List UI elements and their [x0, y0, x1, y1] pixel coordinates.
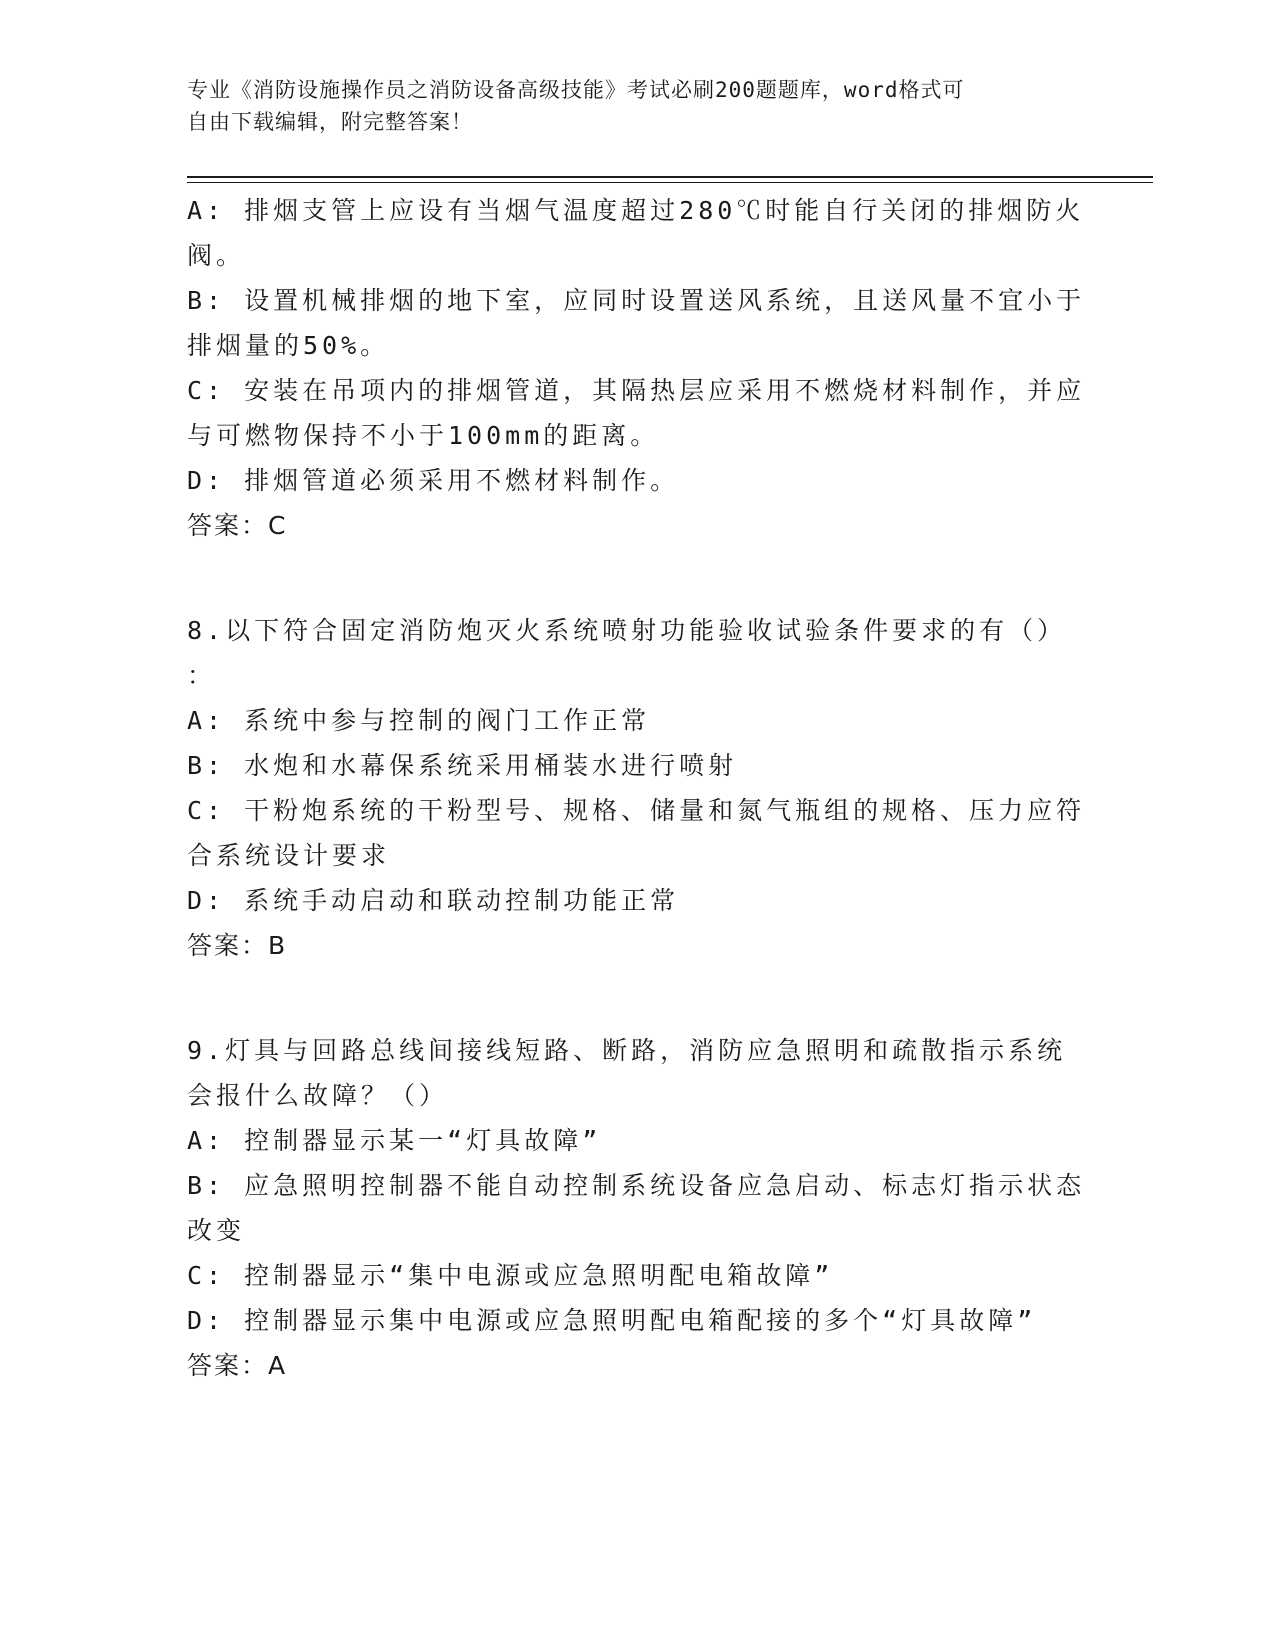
header-title-line-2: 自由下载编辑，附完整答案！	[187, 110, 473, 134]
option-b-line-2: 改变	[187, 1216, 246, 1245]
answer-label: 答案：B	[187, 931, 288, 960]
answer-label: 答案：C	[187, 511, 288, 540]
option-d-line-1: D: 排烟管道必须采用不燃材料制作。	[187, 466, 680, 495]
option-a-line-1: A: 系统中参与控制的阀门工作正常	[187, 706, 651, 735]
question-stem-line-2: ：	[187, 661, 217, 690]
option-c-line-1: C: 干粉炮系统的干粉型号、规格、储量和氮气瓶组的规格、压力应符	[187, 796, 1086, 825]
header-divider-thin	[187, 182, 1153, 183]
header-title-line-1: 专业《消防设施操作员之消防设备高级技能》考试必刷200题题库，word格式可	[187, 78, 965, 102]
option-c-line-2: 与可燃物保持不小于100mm的距离。	[187, 421, 660, 450]
option-b-line-1: B: 水炮和水幕保系统采用桶装水进行喷射	[187, 751, 738, 780]
option-a-line-2: 阀。	[187, 241, 246, 270]
question-9	[187, 1028, 1087, 1388]
question-7-options	[187, 188, 1087, 548]
option-b-line-1: B: 设置机械排烟的地下室，应同时设置送风系统，且送风量不宜小于	[187, 286, 1086, 315]
option-c-line-2: 合系统设计要求	[187, 841, 391, 870]
question-8	[187, 608, 1087, 968]
document-body	[187, 188, 1087, 1388]
question-stem-line-1: 9.灯具与回路总线间接线短路、断路，消防应急照明和疏散指示系统	[187, 1036, 1067, 1065]
option-c-line-1: C: 控制器显示“集中电源或应急照明配电箱故障”	[187, 1261, 834, 1290]
question-stem-line-1: 8.以下符合固定消防炮灭火系统喷射功能验收试验条件要求的有（）	[187, 616, 1067, 645]
option-d-line-1: D: 控制器显示集中电源或应急照明配电箱配接的多个“灯具故障”	[187, 1306, 1037, 1335]
question-spacer	[187, 968, 1087, 1028]
answer-label: 答案：A	[187, 1351, 288, 1380]
question-stem-line-2: 会报什么故障？（）	[187, 1081, 449, 1110]
option-b-line-2: 排烟量的50%。	[187, 331, 390, 360]
question-spacer	[187, 548, 1087, 608]
option-b-line-1: B: 应急照明控制器不能自动控制系统设备应急启动、标志灯指示状态	[187, 1171, 1086, 1200]
header-divider-thick	[187, 176, 1153, 178]
document-header	[187, 74, 1067, 138]
option-d-line-1: D: 系统手动启动和联动控制功能正常	[187, 886, 680, 915]
option-a-line-1: A: 排烟支管上应设有当烟气温度超过280℃时能自行关闭的排烟防火	[187, 196, 1085, 225]
option-a-line-1: A: 控制器显示某一“灯具故障”	[187, 1126, 602, 1155]
option-c-line-1: C: 安装在吊项内的排烟管道，其隔热层应采用不燃烧材料制作，并应	[187, 376, 1086, 405]
